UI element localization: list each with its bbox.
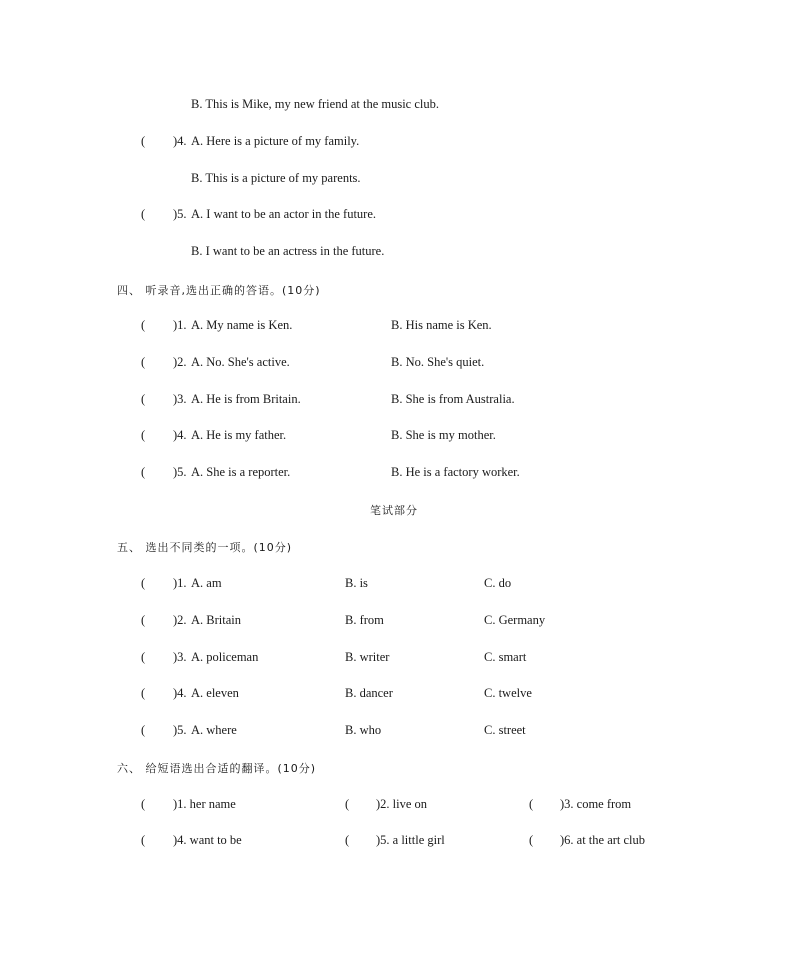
phrase-item: )2. live on — [376, 797, 428, 811]
answer-paren: ( — [141, 207, 146, 221]
phrase-item: )6. at the art club — [560, 833, 646, 847]
option-b: B. dancer — [345, 686, 393, 700]
option-c: C. street — [484, 723, 526, 737]
answer-paren: ( — [141, 797, 146, 811]
option-b: B. is — [345, 576, 368, 590]
option-a: A. My name is Ken. — [191, 318, 293, 332]
answer-paren: ( — [141, 613, 146, 627]
question-number: )1. — [173, 576, 187, 590]
phrase-item: )4. want to be — [173, 833, 242, 847]
option-a: A. He is my father. — [191, 428, 287, 442]
option-a: A. No. She's active. — [191, 355, 290, 369]
answer-paren: ( — [141, 650, 146, 664]
section-title: 笔试部分 — [370, 504, 418, 517]
question-number: )5. — [173, 465, 187, 479]
answer-paren: ( — [141, 428, 146, 442]
question-number: )2. — [173, 613, 187, 627]
question-number: )4. — [173, 686, 187, 700]
option-b: B. No. She's quiet. — [391, 355, 485, 369]
option-b: B. He is a factory worker. — [391, 465, 520, 479]
answer-paren: ( — [345, 833, 350, 847]
answer-paren: ( — [345, 797, 350, 811]
section-heading: 六、 给短语选出合适的翻译。(10分) — [117, 762, 317, 775]
option-a: A. He is from Britain. — [191, 392, 301, 406]
answer-paren: ( — [141, 576, 146, 590]
phrase-item: )1. her name — [173, 797, 236, 811]
option-c: C. Germany — [484, 613, 546, 627]
option-a: A. where — [191, 723, 237, 737]
answer-paren: ( — [141, 392, 146, 406]
option-text: B. This is Mike, my new friend at the music club. — [191, 97, 439, 111]
answer-paren: ( — [141, 686, 146, 700]
option-c: C. do — [484, 576, 512, 590]
option-text: A. I want to be an actor in the future. — [191, 207, 377, 221]
answer-paren: ( — [141, 318, 146, 332]
option-text: B. This is a picture of my parents. — [191, 171, 361, 185]
question-number: )3. — [173, 650, 187, 664]
option-b: B. who — [345, 723, 382, 737]
option-a: A. Britain — [191, 613, 241, 627]
option-b: B. She is my mother. — [391, 428, 496, 442]
option-b: B. She is from Australia. — [391, 392, 515, 406]
option-b: B. writer — [345, 650, 390, 664]
question-number: )5. — [173, 723, 187, 737]
option-a: A. am — [191, 576, 222, 590]
question-number: )4. — [173, 428, 187, 442]
question-number: )2. — [173, 355, 187, 369]
question-number: )5. — [173, 207, 187, 221]
answer-paren: ( — [141, 723, 146, 737]
answer-paren: ( — [529, 833, 534, 847]
option-b: B. His name is Ken. — [391, 318, 492, 332]
option-a: A. policeman — [191, 650, 259, 664]
option-a: A. eleven — [191, 686, 239, 700]
option-text: A. Here is a picture of my family. — [191, 134, 360, 148]
phrase-item: )3. come from — [560, 797, 632, 811]
question-number: )4. — [173, 134, 187, 148]
question-number: )3. — [173, 392, 187, 406]
answer-paren: ( — [141, 134, 146, 148]
option-c: C. smart — [484, 650, 527, 664]
option-c: C. twelve — [484, 686, 532, 700]
answer-paren: ( — [141, 465, 146, 479]
section-heading: 四、 听录音,选出正确的答语。(10分) — [117, 284, 321, 297]
option-text: B. I want to be an actress in the future. — [191, 244, 385, 258]
answer-paren: ( — [141, 833, 146, 847]
option-b: B. from — [345, 613, 384, 627]
answer-paren: ( — [141, 355, 146, 369]
phrase-item: )5. a little girl — [376, 833, 445, 847]
option-a: A. She is a reporter. — [191, 465, 291, 479]
answer-paren: ( — [529, 797, 534, 811]
section-heading: 五、 选出不同类的一项。(10分) — [117, 541, 293, 554]
question-number: )1. — [173, 318, 187, 332]
